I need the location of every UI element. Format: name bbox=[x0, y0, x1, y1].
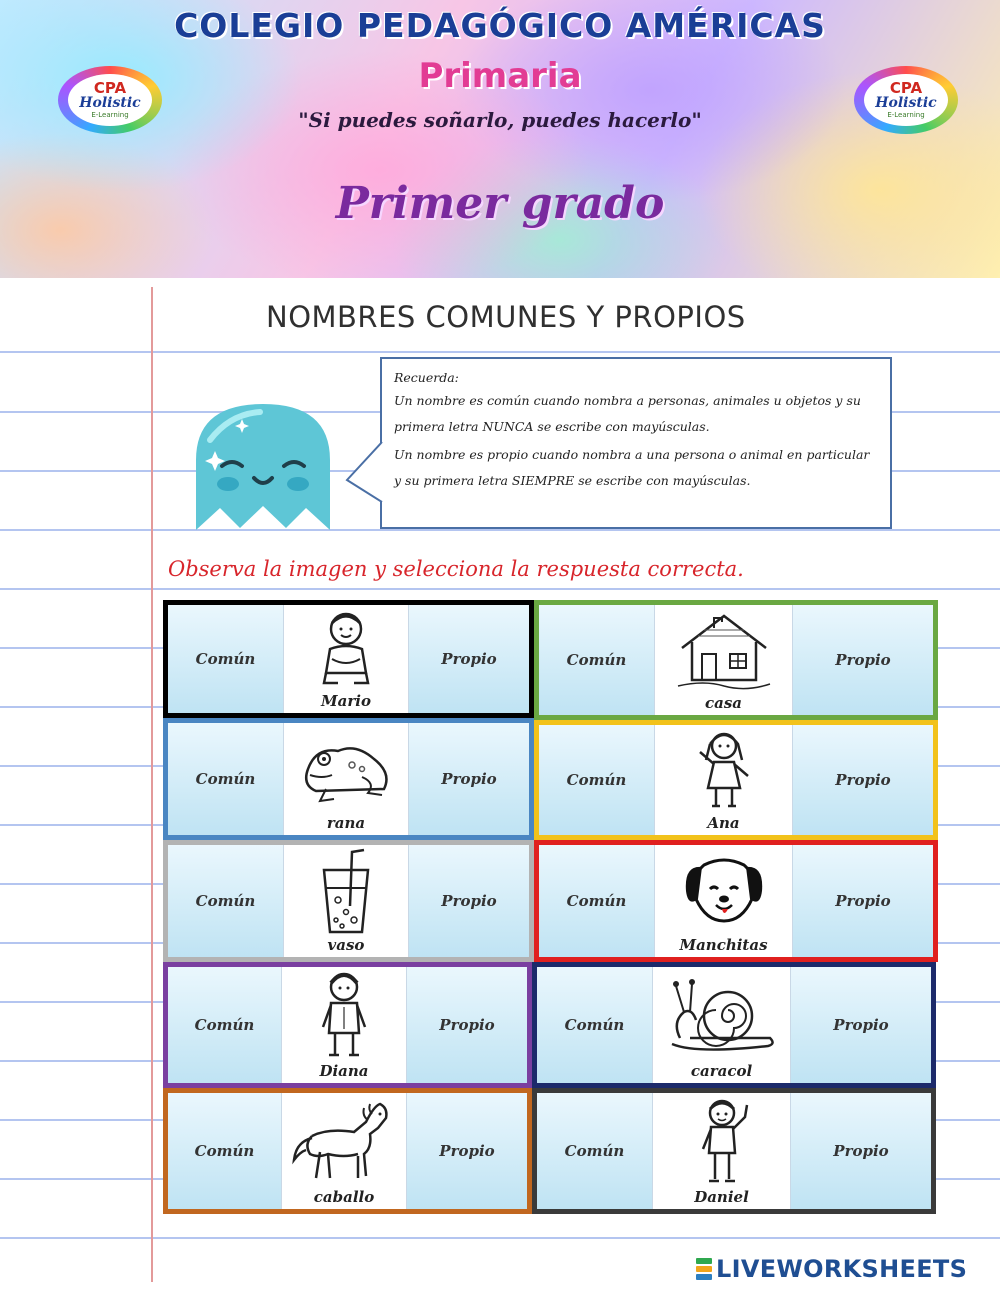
propio-option[interactable] bbox=[793, 725, 933, 835]
horse-icon bbox=[288, 1093, 400, 1189]
logo-line-2: Holistic bbox=[875, 94, 937, 111]
comun-option[interactable] bbox=[168, 605, 284, 713]
header-banner bbox=[0, 0, 1000, 278]
recuerda-paragraph-2: Un nombre es propio cuando nombra a una persona o animal en particular y su primera letra SIEMPRE se escribe con mayúsculas. bbox=[394, 447, 870, 488]
logo-line-3: E-Learning bbox=[887, 110, 925, 119]
propio-option[interactable] bbox=[407, 1093, 527, 1209]
house-icon bbox=[674, 605, 774, 695]
paper-rule bbox=[0, 529, 1000, 531]
picture-cell bbox=[653, 1093, 791, 1209]
card-word: Diana bbox=[319, 1062, 369, 1080]
picture-cell bbox=[655, 605, 793, 715]
instruction-text: Observa la imagen y selecciona la respuesta correcta. bbox=[168, 557, 744, 581]
school-level: Primaria bbox=[418, 56, 582, 96]
card-word: Manchitas bbox=[679, 936, 768, 954]
propio-label: Propio bbox=[833, 1142, 889, 1160]
glass-icon bbox=[306, 845, 386, 937]
boy-sitting-icon bbox=[306, 605, 386, 693]
propio-label: Propio bbox=[441, 650, 497, 668]
card-rana bbox=[163, 718, 534, 840]
propio-label: Propio bbox=[439, 1142, 495, 1160]
propio-option[interactable] bbox=[409, 723, 529, 835]
comun-option[interactable] bbox=[537, 967, 653, 1083]
comun-label: Común bbox=[194, 1016, 255, 1034]
card-word: caballo bbox=[313, 1188, 375, 1206]
liveworksheets-brand[interactable] bbox=[696, 1255, 967, 1283]
propio-option[interactable] bbox=[793, 605, 933, 715]
propio-label: Propio bbox=[441, 770, 497, 788]
propio-option[interactable] bbox=[791, 1093, 931, 1209]
comun-label: Común bbox=[195, 892, 256, 910]
card-word: Mario bbox=[321, 692, 371, 710]
comun-label: Común bbox=[566, 651, 627, 669]
card-word: rana bbox=[326, 814, 366, 832]
propio-label: Propio bbox=[835, 771, 891, 789]
paper-rule bbox=[0, 351, 1000, 353]
picture-cell bbox=[282, 967, 407, 1083]
logo-line-3: E-Learning bbox=[91, 110, 129, 119]
propio-label: Propio bbox=[439, 1016, 495, 1034]
comun-label: Común bbox=[195, 770, 256, 788]
picture-cell bbox=[284, 605, 409, 713]
picture-cell bbox=[655, 845, 793, 957]
school-logo-right bbox=[854, 66, 958, 134]
picture-cell bbox=[653, 967, 791, 1083]
ghost-mascot-icon bbox=[190, 400, 336, 530]
picture-cell bbox=[282, 1093, 407, 1209]
picture-cell bbox=[284, 845, 409, 957]
comun-label: Común bbox=[564, 1016, 625, 1034]
girl-standing-icon bbox=[309, 967, 379, 1063]
puppy-icon bbox=[676, 845, 772, 937]
card-daniel bbox=[532, 1088, 936, 1214]
recuerda-box bbox=[380, 357, 892, 529]
comun-label: Común bbox=[566, 892, 627, 910]
frog-icon bbox=[296, 723, 396, 815]
paper-margin-line bbox=[151, 287, 153, 1282]
boy-waving-icon bbox=[687, 1093, 757, 1189]
paper-rule bbox=[0, 1237, 1000, 1239]
propio-label: Propio bbox=[835, 892, 891, 910]
logo-line-1: CPA bbox=[889, 78, 923, 97]
comun-option[interactable] bbox=[168, 1093, 282, 1209]
propio-label: Propio bbox=[835, 651, 891, 669]
card-vaso bbox=[163, 840, 534, 962]
recuerda-paragraph-1: Un nombre es común cuando nombra a personas, animales u objetos y su primera letra NUNCA se escribe con mayúsculas. bbox=[394, 393, 861, 434]
propio-option[interactable] bbox=[793, 845, 933, 957]
card-ana bbox=[534, 720, 938, 840]
card-word: Ana bbox=[707, 814, 740, 832]
liveworksheets-logo-icon bbox=[696, 1257, 712, 1281]
card-word: Daniel bbox=[694, 1188, 749, 1206]
logo-line-2: Holistic bbox=[79, 94, 141, 111]
school-motto: "Si puedes soñarlo, puedes hacerlo" bbox=[298, 108, 702, 132]
logo-line-1: CPA bbox=[93, 78, 127, 97]
comun-option[interactable] bbox=[168, 967, 282, 1083]
card-caracol bbox=[532, 962, 936, 1088]
card-mario bbox=[163, 600, 534, 718]
card-word: caracol bbox=[690, 1062, 753, 1080]
comun-option[interactable] bbox=[168, 845, 284, 957]
card-manchitas bbox=[534, 840, 938, 962]
grade-title: Primer grado bbox=[335, 178, 665, 229]
paper-rule bbox=[0, 588, 1000, 590]
comun-option[interactable] bbox=[168, 723, 284, 835]
lesson-title: NOMBRES COMUNES Y PROPIOS bbox=[266, 300, 746, 334]
propio-label: Propio bbox=[833, 1016, 889, 1034]
propio-option[interactable] bbox=[791, 967, 931, 1083]
comun-option[interactable] bbox=[539, 725, 655, 835]
speech-bubble-tail bbox=[345, 440, 385, 504]
card-diana bbox=[163, 962, 532, 1088]
comun-option[interactable] bbox=[537, 1093, 653, 1209]
card-caballo bbox=[163, 1088, 532, 1214]
card-casa bbox=[534, 600, 938, 720]
brand-label: LIVEWORKSHEETS bbox=[716, 1255, 968, 1283]
picture-cell bbox=[655, 725, 793, 835]
comun-label: Común bbox=[195, 650, 256, 668]
comun-option[interactable] bbox=[539, 605, 655, 715]
recuerda-heading: Recuerda: bbox=[394, 370, 459, 385]
card-word: casa bbox=[704, 694, 743, 712]
propio-option[interactable] bbox=[409, 845, 529, 957]
comun-label: Común bbox=[564, 1142, 625, 1160]
propio-label: Propio bbox=[441, 892, 497, 910]
comun-option[interactable] bbox=[539, 845, 655, 957]
propio-option[interactable] bbox=[409, 605, 529, 713]
school-logo-left bbox=[58, 66, 162, 134]
girl-icon bbox=[684, 725, 764, 815]
snail-icon bbox=[666, 967, 778, 1063]
comun-label: Común bbox=[566, 771, 627, 789]
school-name: COLEGIO PEDAGÓGICO AMÉRICAS bbox=[174, 6, 826, 45]
propio-option[interactable] bbox=[407, 967, 527, 1083]
comun-label: Común bbox=[194, 1142, 255, 1160]
card-word: vaso bbox=[327, 936, 365, 954]
picture-cell bbox=[284, 723, 409, 835]
